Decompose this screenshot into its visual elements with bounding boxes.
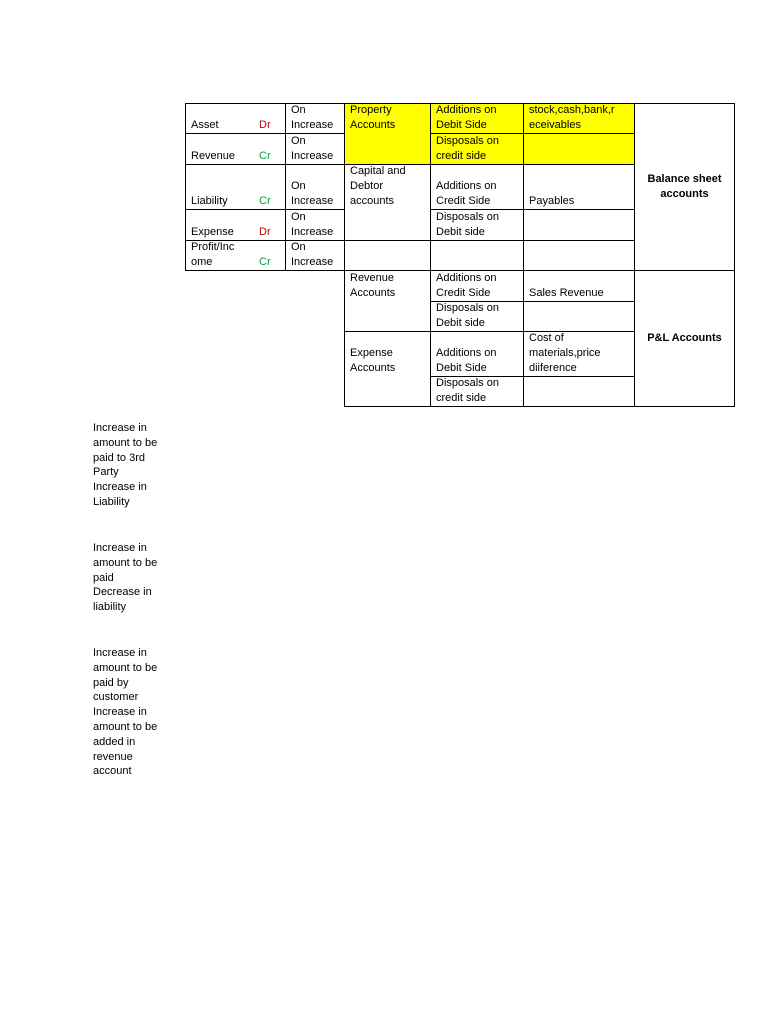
grid-line bbox=[185, 164, 344, 165]
property-examples: stock,cash,bank,r eceivables bbox=[529, 104, 615, 131]
grid-line bbox=[430, 133, 634, 134]
grid-line bbox=[430, 103, 431, 407]
grid-line bbox=[734, 103, 735, 407]
capital-examples: Payables bbox=[529, 195, 575, 207]
note-paid: Increase in amount to be paid Decrease in liability bbox=[93, 542, 158, 614]
grid-line bbox=[344, 103, 345, 407]
grid-line bbox=[344, 164, 634, 165]
disposals-credit-expense: Disposals on credit side bbox=[436, 377, 499, 404]
revenue-examples: Sales Revenue bbox=[529, 287, 604, 299]
account-sign-liability: Cr bbox=[259, 195, 271, 207]
additions-credit-revenue: Additions on Credit Side bbox=[436, 272, 497, 299]
account-sign-expense: Dr bbox=[259, 226, 271, 238]
note-customer: Increase in amount to be paid by customer Increase in amount to be added in revenue account bbox=[93, 647, 158, 778]
grid-line bbox=[634, 103, 635, 407]
expense-examples: Cost of materials,price diiference bbox=[529, 332, 601, 374]
account-rule-profit: On Increase bbox=[291, 241, 334, 268]
grid-line bbox=[523, 103, 524, 407]
grid-line bbox=[185, 133, 344, 134]
account-rule-asset: On Increase bbox=[291, 104, 334, 131]
additions-debit-expense: Additions on Debit Side bbox=[436, 347, 497, 374]
revenue-accounts-cell: Revenue Accounts bbox=[350, 272, 396, 299]
grid-line bbox=[185, 209, 344, 210]
account-rule-revenue: On Increase bbox=[291, 135, 334, 162]
account-sign-asset: Dr bbox=[259, 119, 271, 131]
grid-line bbox=[430, 301, 634, 302]
grid-line bbox=[185, 240, 344, 241]
pl-accounts-label: P&L Accounts bbox=[647, 331, 722, 344]
additions-debit-property: Additions on Debit Side bbox=[436, 104, 497, 131]
grid-line bbox=[344, 406, 735, 407]
capital-debtor-cell: Capital and Debtor accounts bbox=[350, 165, 406, 207]
account-sign-profit: Cr bbox=[259, 256, 271, 268]
grid-line bbox=[185, 103, 344, 104]
property-accounts-cell: Property Accounts bbox=[350, 104, 396, 131]
account-name-asset: Asset bbox=[191, 119, 219, 131]
disposals-credit-property: Disposals on credit side bbox=[436, 135, 499, 162]
disposals-debit-capital: Disposals on Debit side bbox=[436, 211, 499, 238]
account-rule-liability: On Increase bbox=[291, 180, 334, 207]
grid-line bbox=[344, 240, 634, 241]
balance-sheet-accounts-label: Balance sheet accounts bbox=[647, 172, 722, 200]
grid-line bbox=[285, 103, 286, 270]
grid-line bbox=[430, 376, 634, 377]
disposals-debit-revenue: Disposals on Debit side bbox=[436, 302, 499, 329]
account-rule-expense: On Increase bbox=[291, 211, 334, 238]
grid-line bbox=[344, 331, 634, 332]
account-name-liability: Liability bbox=[191, 195, 228, 207]
note-liability: Increase in amount to be paid to 3rd Party Increase in Liability bbox=[93, 422, 158, 508]
expense-accounts-cell: Expense Accounts bbox=[350, 347, 396, 374]
additions-credit-capital: Additions on Credit Side bbox=[436, 180, 497, 207]
grid-line bbox=[344, 270, 735, 271]
grid-line bbox=[185, 103, 186, 270]
account-name-expense: Expense bbox=[191, 226, 234, 238]
grid-line bbox=[185, 270, 344, 271]
grid-line bbox=[344, 103, 735, 104]
grid-line bbox=[430, 209, 634, 210]
account-sign-revenue: Cr bbox=[259, 150, 271, 162]
account-name-revenue: Revenue bbox=[191, 150, 236, 162]
account-name-profit: Profit/Inc ome bbox=[191, 241, 235, 268]
